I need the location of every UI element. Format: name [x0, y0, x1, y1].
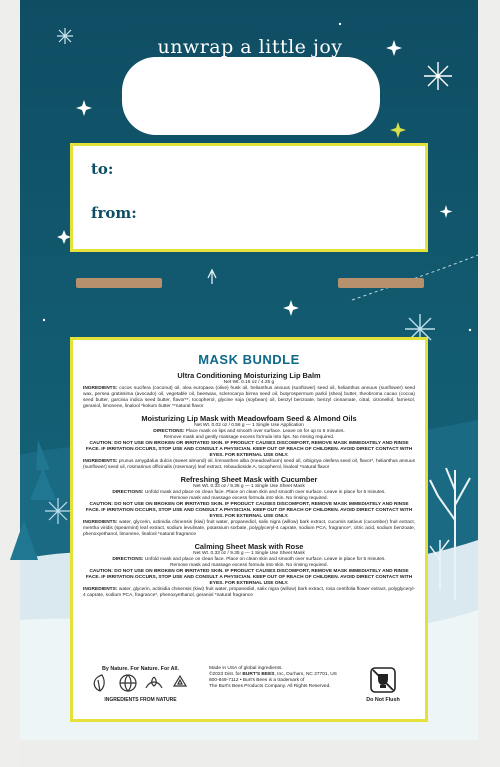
nature-tagline: By Nature. For Nature. For All. [101, 666, 180, 672]
ingredients-label-panel [70, 337, 428, 722]
hands-icon [146, 677, 162, 688]
ingredients-text [83, 459, 415, 471]
tagline: unwrap a little joy [157, 36, 343, 58]
product-name: Moisturizing Lip Mask with Meadowfoam Seed & Almond Oils [141, 414, 357, 423]
dist-suffix: , Inc, Durham, NC 27701, US [274, 672, 337, 677]
do-not-flush-badge [351, 666, 415, 703]
label-footer [83, 666, 415, 718]
ingredients-text [83, 520, 415, 538]
distribution-info [209, 666, 339, 690]
caution-text: CAUTION: DO NOT USE ON BROKEN OR IRRITATED SKIN. IF PRODUCT CAUSES DISCOMFORT, REMOVE MASK IMMEDIATELY AND RINSE FACE. IF IRRITATION OCCURS, STOP USE AND CONSULT A PHYSICIAN. KEEP OUT OF REACH OF CHILDREN. AVOID DIRECT CONTACT WITH EYES. FOR EXTERNAL USE ONLY. [85, 502, 413, 519]
made-in-text: Made in USA of global ingredients. [209, 666, 283, 671]
ingredients-text [83, 386, 415, 410]
directions-extra: Remove mask and massage excess formula into skin. No rinsing required. [170, 496, 328, 501]
leaf-icon [94, 675, 104, 691]
box-bottom-flap [20, 740, 478, 767]
carry-handle-cutout[interactable] [122, 57, 380, 135]
rights-text: The Burt's Bees Products Company. All Rights Reserved. [209, 684, 331, 689]
phone-text: 800-849-7112 • Burt's Bees is a trademark of [209, 678, 305, 683]
product-name: Ultra Conditioning Moisturizing Lip Balm [177, 371, 321, 380]
box-side-flap [478, 0, 500, 767]
no-flush-icon [369, 666, 397, 694]
directions-body: Place mask on lips and smooth over surface. Leave on for up to 5 minutes. [185, 429, 345, 434]
ingredients-list: cocos nucifera (coconut) oil, olea europaea (olive) husk oil, helianthus annuus (sunflower) seed oil, helianthus annuus (sunflower) seed wax, persea gratissima (avocado) oil, vegetable oil, beeswax, sclerocarya birrea seed oil, butyrospermum parkii (shea) butter, theobroma cacao (cocoa) seed butter, garcinia indica seed butter, flavor**, tocopherol, glycine soja (soybean) oil, benzyl benzoate, benzyl cinnamate, citral, citronellol, farnesol, geraniol, limonene, linalool *kokum butter **natural flavor [83, 386, 415, 409]
net-weight: Net Wt. 0.02 oz / 0.56 g — 1 Single Use Application [194, 423, 304, 428]
tag-from-label: from: [91, 204, 137, 222]
dist-prefix: ©2023 Dist. for [209, 672, 242, 677]
box-left-edge [0, 0, 20, 767]
net-weight: Net Wt. 0.15 oz / 4.25 g [223, 380, 275, 385]
caution-text: CAUTION: DO NOT USE ON BROKEN OR IRRITATED SKIN. IF PRODUCT CAUSES DISCOMFORT, REMOVE MASK IMMEDIATELY AND RINSE FACE. IF IRRITATION OCCURS, STOP USE AND CONSULT A PHYSICIAN. KEEP OUT OF REACH OF CHILDREN. AVOID DIRECT CONTACT WITH EYES. FOR EXTERNAL USE ONLY. [85, 441, 413, 458]
product-name: Calming Sheet Mask with Rose [194, 542, 304, 551]
directions-label: DIRECTIONS: [153, 429, 185, 434]
caution-text: CAUTION: DO NOT USE ON BROKEN OR IRRITATED SKIN. IF PRODUCT CAUSES DISCOMFORT, REMOVE MASK IMMEDIATELY AND RINSE FACE. IF IRRITATION OCCURS, STOP USE AND CONSULT A PHYSICIAN. KEEP OUT OF REACH OF CHILDREN. AVOID DIRECT CONTACT WITH EYES. FOR EXTERNAL USE ONLY. [85, 569, 413, 586]
net-weight: Net Wt. 0.33 oz / 9.35 g — 1 Single Use Sheet Mask [193, 484, 305, 489]
directions-extra: Remove mask and massage excess formula into skin. No rinsing required. [170, 563, 328, 568]
recycle-icon [174, 676, 186, 686]
fold-slot-right [338, 278, 424, 288]
ingredients-text [83, 587, 415, 599]
brand-name: BURT'S BEES [242, 672, 275, 677]
nature-icons [86, 672, 196, 694]
ingredients-list: prunus amygdalus dulcis (sweet almond) oil, limnanthes alba (meadowfoam) seed oil, orbignya oleifera seed oil, flavor*, helianthus annuus (sunflower) seed oil, rosmarinus officinalis (rosemary) leaf extract, rebaudioside A, tocopherol, linalool *natural flavor [83, 459, 415, 470]
directions-label: DIRECTIONS: [112, 557, 144, 562]
directions-label: DIRECTIONS: [112, 490, 144, 495]
product-name: Refreshing Sheet Mask with Cucumber [180, 475, 318, 484]
ingredients-label: INGREDIENTS: [83, 459, 118, 464]
directions-extra: Remove mask and gently massage excess formula into lips. No rinsing required. [163, 435, 335, 440]
net-weight: Net Wt. 0.33 oz / 9.35 g — 1 Single Use Sheet Mask [193, 551, 305, 556]
ingredients-list: water, glycerin, actinidia chinensis (kiwi) fruit water, propanediol, salix nigra (willow) bark extract, rosa centifolia flower extract, polyglyceryl-4 caprate, sodium PCA, fragrance*, phenoxyethanol, geraniol *natural fragrance [83, 587, 415, 598]
bundle-title: MASK BUNDLE [198, 352, 300, 367]
gift-tag [70, 143, 428, 252]
fold-slot-left [76, 278, 162, 288]
ingredients-list: water, glycerin, actinidia chinensis (kiwi) fruit water, propanediol, salix nigra (willow) bark extract, cucumis sativus (cucumber) fruit extract, mentha viridis (spearmint) leaf extract, sodium levulinate, potassium sorbate, polyglyceryl-4 caprate, sodium PCA, fragrance*, citric acid, sodium benzoate, phenoxyethanol, limonene, linalool *natural fragrance [83, 520, 415, 537]
ingredients-label: INGREDIENTS: [83, 587, 118, 592]
nature-caption: INGREDIENTS FROM NATURE [104, 697, 177, 703]
ingredients-label: INGREDIENTS: [83, 520, 118, 525]
nature-badge [83, 666, 198, 703]
directions-body: Unfold mask and place on clean face. Place on clean skin and smooth over surface. Leave in place for 5 minutes. [144, 490, 386, 495]
ingredients-label: INGREDIENTS: [83, 386, 118, 391]
tag-to-label: to: [91, 160, 114, 178]
snowflake-icon [424, 62, 452, 90]
directions-body: Unfold mask and place on clean face. Place on clean skin and smooth over surface. Leave in place for 5 minutes. [144, 557, 386, 562]
do-not-flush-text: Do Not Flush [366, 697, 400, 703]
